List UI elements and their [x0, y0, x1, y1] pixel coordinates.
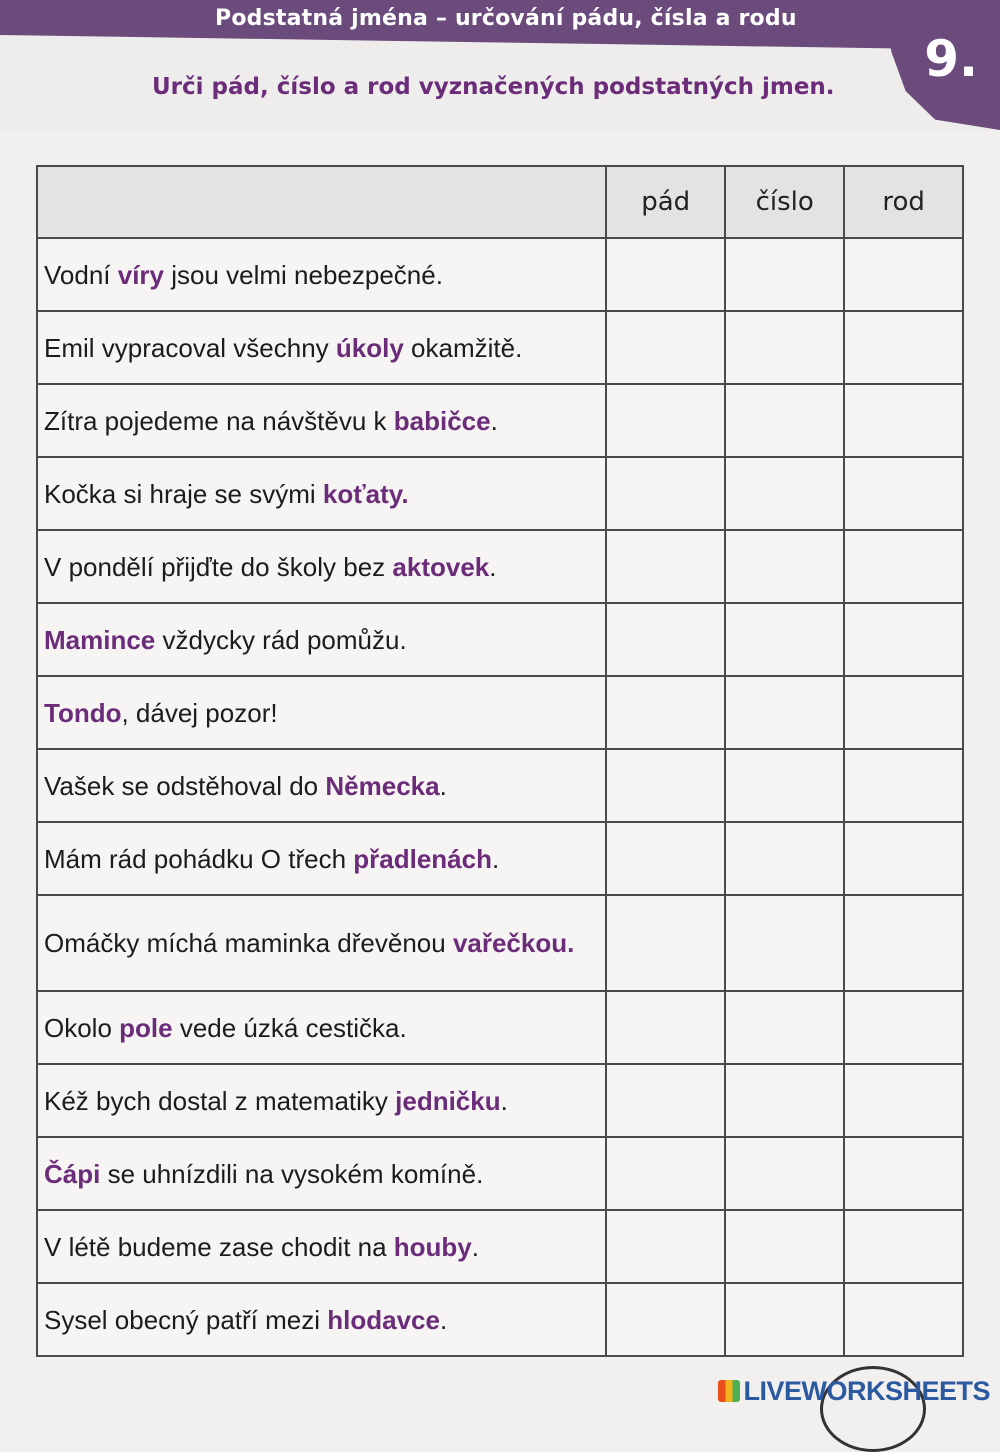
sentence-cell — [37, 311, 606, 384]
answer-cell-rod[interactable] — [844, 676, 963, 749]
header-banner — [0, 0, 1000, 130]
highlighted-noun: jedničku — [395, 1085, 501, 1116]
sentence-cell — [37, 676, 606, 749]
answer-cell-pad[interactable] — [606, 457, 725, 530]
sentence-cell — [37, 1137, 606, 1210]
answer-cell-cislo[interactable] — [725, 1137, 844, 1210]
table-row — [37, 895, 963, 991]
column-header-cislo: číslo — [725, 166, 844, 238]
sentence-text: . — [489, 551, 497, 582]
sentence-text: Zítra pojedeme na návštěvu k — [44, 405, 394, 436]
table-row — [37, 530, 963, 603]
highlighted-noun: aktovek — [392, 551, 490, 582]
answer-cell-rod[interactable] — [844, 311, 963, 384]
highlighted-noun: Německa — [325, 770, 440, 801]
answer-cell-pad[interactable] — [606, 384, 725, 457]
table-row — [37, 238, 963, 311]
sentence-text: Kéž bych dostal z matematiky — [44, 1085, 396, 1116]
sentence-text: jsou velmi nebezpečné. — [164, 259, 443, 290]
answer-cell-pad[interactable] — [606, 1283, 725, 1356]
answer-cell-pad[interactable] — [606, 1137, 725, 1210]
table-row — [37, 1064, 963, 1137]
sentence-text: se uhnízdili na vysokém komíně. — [100, 1158, 484, 1189]
answer-cell-rod[interactable] — [844, 603, 963, 676]
answer-cell-cislo[interactable] — [725, 749, 844, 822]
answer-cell-cislo[interactable] — [725, 384, 844, 457]
answer-cell-pad[interactable] — [606, 530, 725, 603]
answer-cell-cislo[interactable] — [725, 822, 844, 895]
table-row — [37, 311, 963, 384]
answer-cell-rod[interactable] — [844, 1283, 963, 1356]
answer-cell-cislo[interactable] — [725, 991, 844, 1064]
instruction-text: Urči pád, číslo a rod vyznačených podstatných jmen. — [152, 74, 835, 100]
sentence-text: . — [500, 1085, 508, 1116]
sentence-cell — [37, 384, 606, 457]
table-row — [37, 603, 963, 676]
answer-cell-cislo[interactable] — [725, 530, 844, 603]
page-title: Podstatná jména – určování pádu, čísla a rodu — [215, 6, 797, 31]
sentence-text: , dávej pozor! — [121, 697, 278, 728]
sentence-text: Omáčky míchá maminka dřevěnou — [44, 928, 453, 958]
sentence-text: Vašek se odstěhoval do — [44, 770, 326, 801]
sentence-text: Kočka si hraje se svými — [44, 478, 323, 509]
answer-cell-pad[interactable] — [606, 311, 725, 384]
answer-cell-rod[interactable] — [844, 1137, 963, 1210]
answer-cell-rod[interactable] — [844, 384, 963, 457]
answer-cell-cislo[interactable] — [725, 1064, 844, 1137]
answer-cell-cislo[interactable] — [725, 457, 844, 530]
answer-cell-cislo[interactable] — [725, 895, 844, 991]
answer-cell-rod[interactable] — [844, 1210, 963, 1283]
answer-cell-rod[interactable] — [844, 238, 963, 311]
answer-cell-cislo[interactable] — [725, 603, 844, 676]
highlighted-noun: víry — [117, 259, 164, 290]
sentence-cell — [37, 1210, 606, 1283]
answer-cell-cislo[interactable] — [725, 1210, 844, 1283]
sentence-cell — [37, 530, 606, 603]
highlighted-noun: Mamince — [44, 624, 156, 655]
sentence-cell — [37, 822, 606, 895]
sentence-text: Okolo — [44, 1012, 120, 1043]
sentence-text: Emil vypracoval všechny — [44, 332, 336, 363]
worksheet-table — [36, 165, 964, 1357]
answer-cell-pad[interactable] — [606, 749, 725, 822]
sentence-text: Vodní — [44, 259, 118, 290]
highlighted-noun: úkoly — [335, 332, 404, 363]
sentence-text: Sysel obecný patří mezi — [44, 1304, 328, 1335]
sentence-cell — [37, 749, 606, 822]
table-row — [37, 384, 963, 457]
header-row — [37, 166, 963, 238]
liveworksheets-icon — [718, 1380, 740, 1402]
answer-cell-pad[interactable] — [606, 1210, 725, 1283]
liveworksheets-logo — [718, 1376, 990, 1407]
sentence-text: . — [491, 843, 500, 874]
brand-text: LIVEWORKSHEETS — [743, 1376, 990, 1406]
answer-cell-pad[interactable] — [606, 238, 725, 311]
answer-cell-pad[interactable] — [606, 895, 725, 991]
table-row — [37, 1210, 963, 1283]
answer-cell-cislo[interactable] — [725, 238, 844, 311]
highlighted-noun: pole — [119, 1012, 173, 1043]
highlighted-noun: Tondo — [44, 697, 122, 728]
highlighted-noun: Čápi — [44, 1158, 101, 1189]
sentence-text: . — [439, 1304, 448, 1335]
sentence-text: Mám rád pohádku O třech — [44, 843, 354, 874]
answer-cell-rod[interactable] — [844, 749, 963, 822]
highlighted-noun: babičce — [393, 405, 491, 436]
sentence-text: . — [471, 1231, 480, 1262]
answer-cell-rod[interactable] — [844, 530, 963, 603]
answer-cell-cislo[interactable] — [725, 676, 844, 749]
answer-cell-pad[interactable] — [606, 603, 725, 676]
column-header-pad: pád — [606, 166, 725, 238]
table-row — [37, 1283, 963, 1356]
highlighted-noun: koťaty. — [322, 478, 409, 509]
sentence-text: okamžitě. — [403, 332, 523, 363]
sentence-cell — [37, 1064, 606, 1137]
table-row — [37, 676, 963, 749]
column-header-rod: rod — [844, 166, 963, 238]
table-row — [37, 457, 963, 530]
highlighted-noun: vařečkou. — [452, 928, 575, 958]
sentence-cell — [37, 603, 606, 676]
answer-cell-rod[interactable] — [844, 822, 963, 895]
sentence-cell — [37, 1283, 606, 1356]
answer-cell-pad[interactable] — [606, 676, 725, 749]
sentence-text: . — [439, 770, 447, 801]
highlighted-noun: houby — [393, 1231, 472, 1262]
table-row — [37, 822, 963, 895]
sentence-text: vede úzká cestička. — [172, 1012, 407, 1043]
sentence-cell — [37, 457, 606, 530]
table-row — [37, 991, 963, 1064]
sentence-text: . — [490, 405, 498, 436]
answer-cell-rod[interactable] — [844, 991, 963, 1064]
sentence-text: V létě budeme zase chodit na — [44, 1231, 394, 1262]
answer-cell-rod[interactable] — [844, 457, 963, 530]
answer-cell-pad[interactable] — [606, 822, 725, 895]
column-header-sentence — [37, 166, 606, 238]
sentence-cell — [37, 238, 606, 311]
exercise-number: 9. — [924, 30, 978, 88]
answer-cell-cislo[interactable] — [725, 311, 844, 384]
table-row — [37, 749, 963, 822]
answer-cell-rod[interactable] — [844, 895, 963, 991]
answer-cell-pad[interactable] — [606, 1064, 725, 1137]
highlighted-noun: hlodavce — [327, 1304, 440, 1335]
table-row — [37, 1137, 963, 1210]
sentence-text: vždycky rád pomůžu. — [155, 624, 407, 655]
answer-cell-rod[interactable] — [844, 1064, 963, 1137]
sentence-cell — [37, 895, 606, 991]
answer-cell-cislo[interactable] — [725, 1283, 844, 1356]
answer-cell-pad[interactable] — [606, 991, 725, 1064]
sentence-cell — [37, 991, 606, 1064]
highlighted-noun: přadlenách — [353, 843, 492, 874]
sentence-text: V pondělí přijďte do školy bez — [44, 551, 393, 582]
